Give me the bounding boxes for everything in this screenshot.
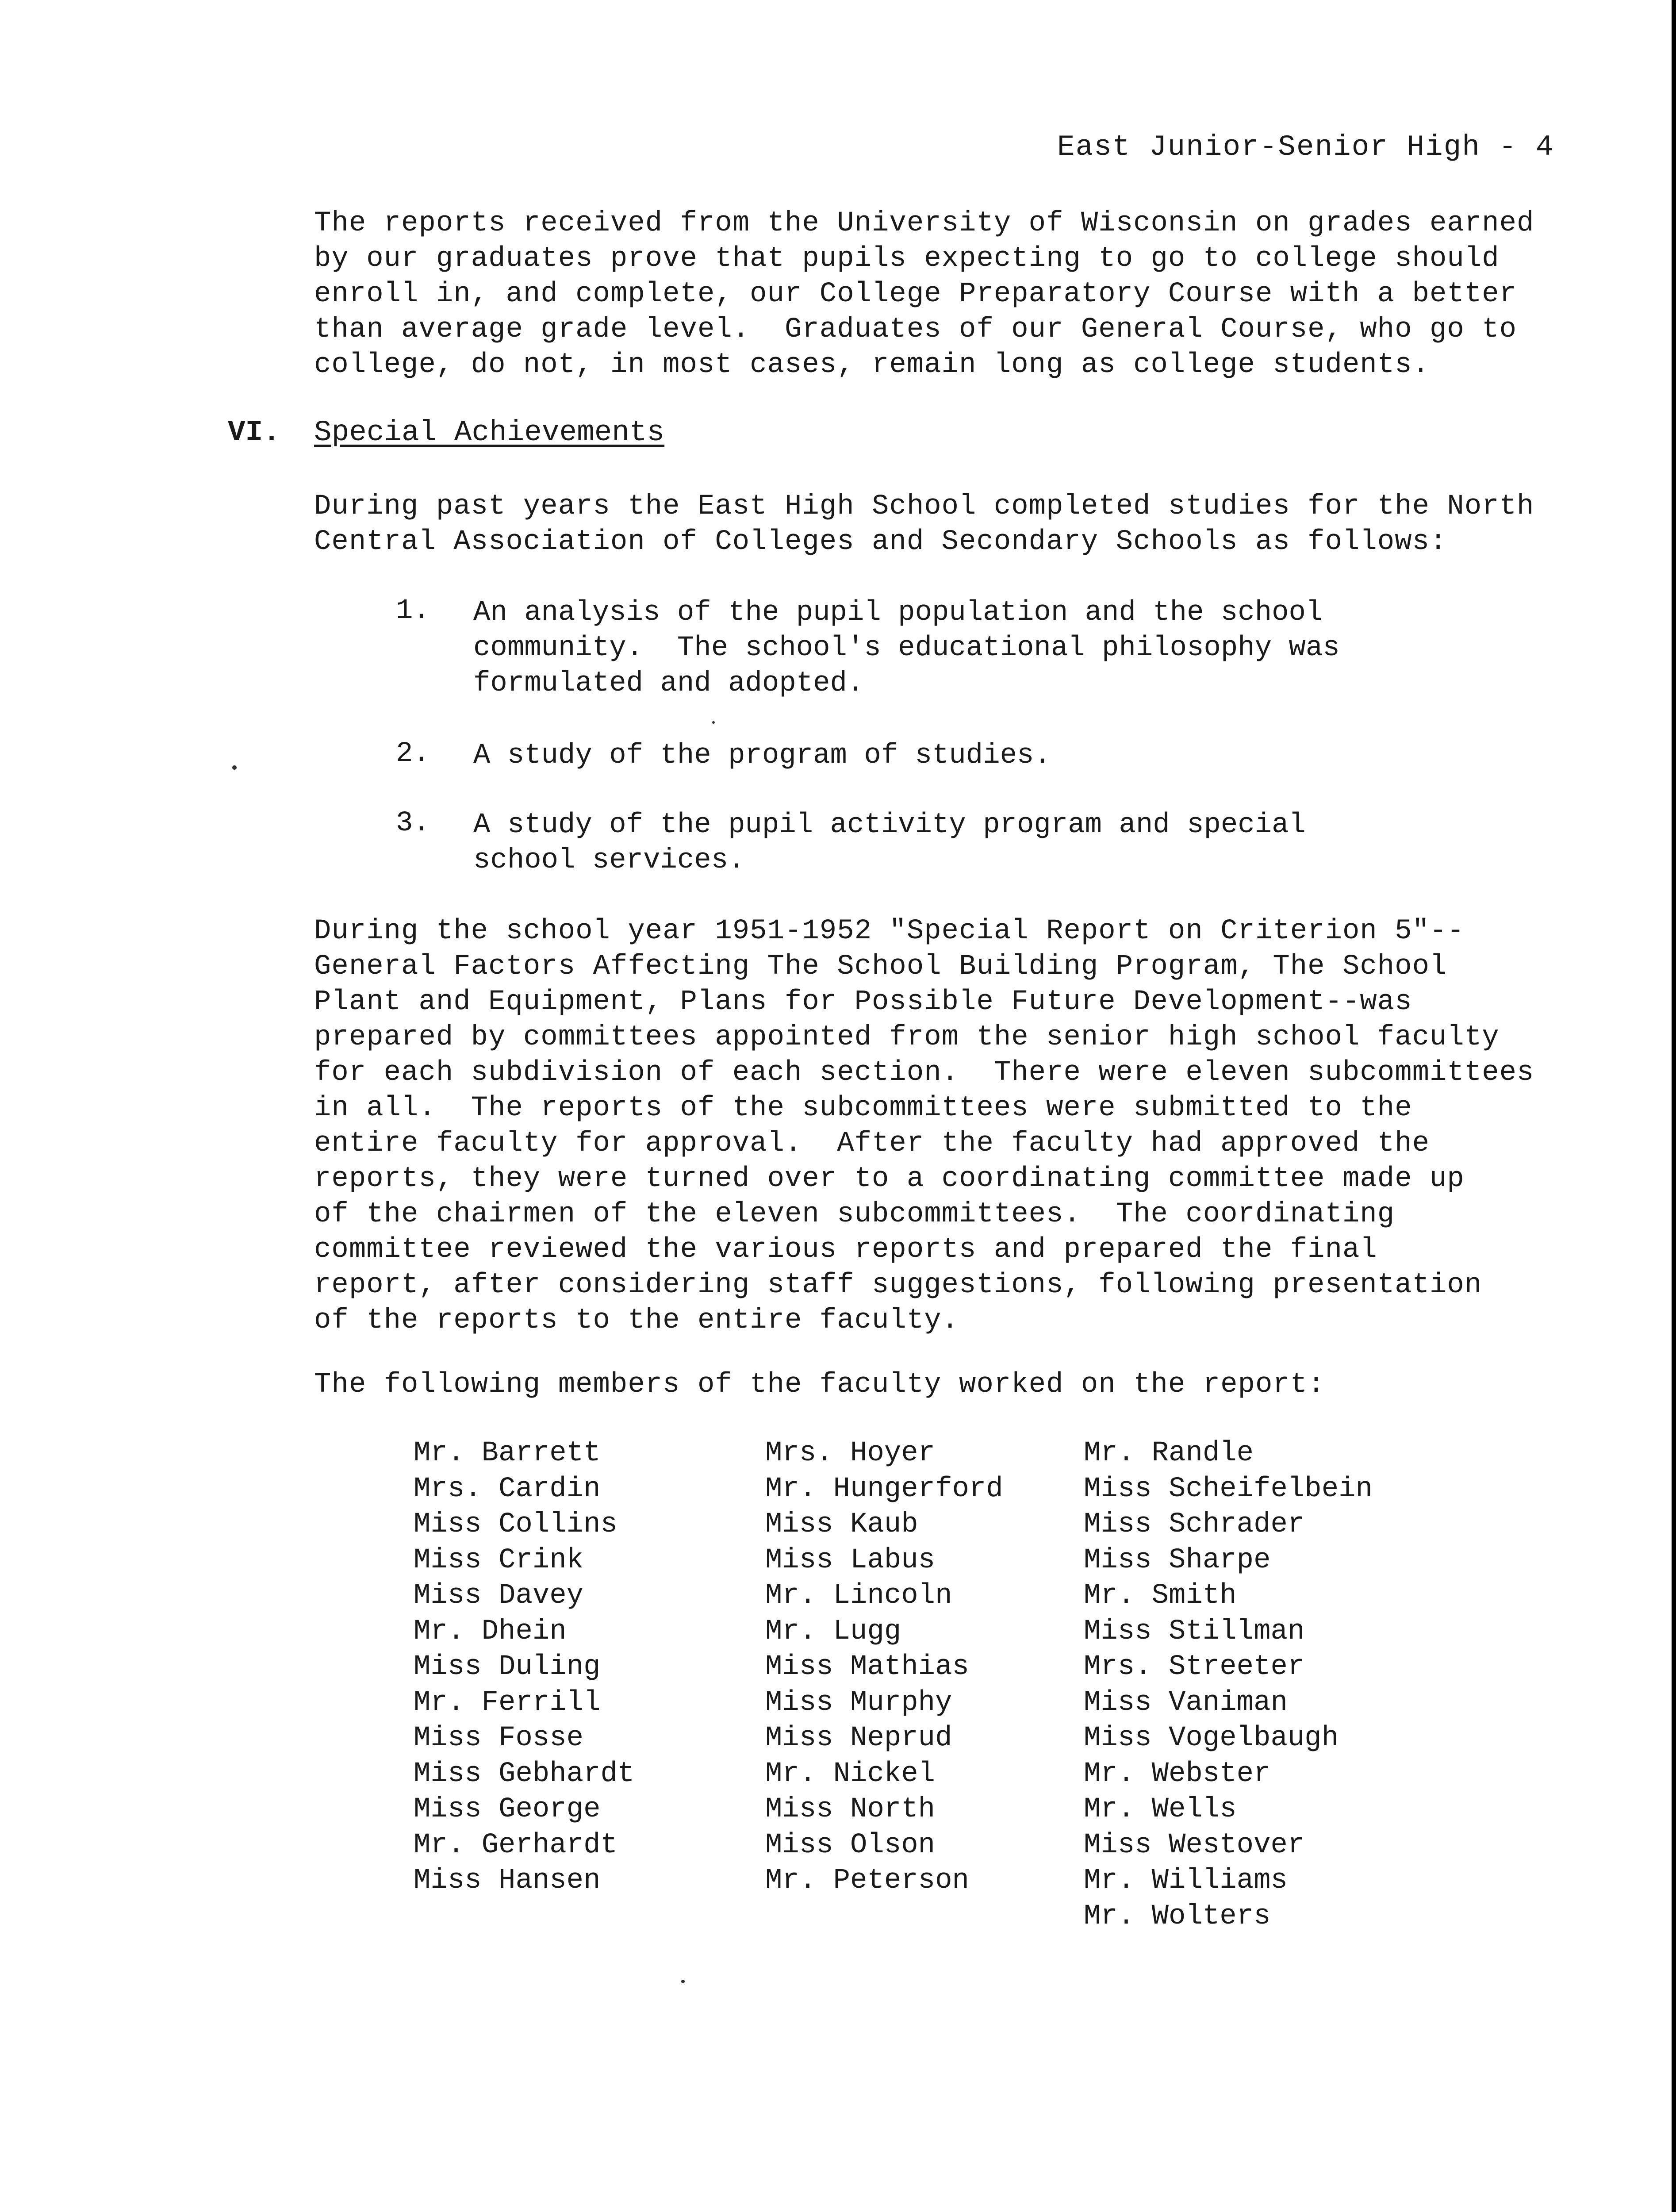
study-number: 1. <box>396 595 430 627</box>
member-name: Mr. Webster <box>1084 1758 1271 1790</box>
member-name: Miss Kaub <box>765 1509 918 1540</box>
member-name: Mr. Lugg <box>765 1615 901 1647</box>
member-name: Mr. Gerhardt <box>414 1829 617 1861</box>
member-name: Mrs. Hoyer <box>765 1437 936 1469</box>
intro-paragraph: The reports received from the University of Wisconsin on grades earned by our graduates prove that pupils expecting to go to college should enroll in, and complete, our College Preparatory Course with a better than average grade level. Graduates of our General Course, who go to college, do not, in most cases, remain long as college students. <box>314 207 1534 381</box>
study-number: 2. <box>396 738 430 770</box>
member-name: Miss Collins <box>414 1509 617 1540</box>
member-name: Mr. Wells <box>1084 1793 1237 1825</box>
member-name: Miss Schrader <box>1084 1509 1305 1540</box>
member-name: Miss Labus <box>765 1544 936 1576</box>
member-name: Miss Scheifelbein <box>1084 1473 1373 1505</box>
member-name: Mrs. Cardin <box>414 1473 601 1505</box>
member-name: Mr. Smith <box>1084 1580 1237 1612</box>
member-name: Miss Davey <box>414 1580 584 1612</box>
member-name: Miss North <box>765 1793 936 1825</box>
member-name: Miss Vaniman <box>1084 1686 1288 1719</box>
member-name: Miss Crink <box>414 1544 584 1576</box>
member-name: Mr. Wolters <box>1084 1900 1271 1932</box>
section-heading: Special Achievements <box>314 416 665 449</box>
study-text: A study of the pupil activity program and special school services. <box>473 809 1306 876</box>
member-name: Miss Murphy <box>765 1686 952 1719</box>
member-name: Mr. Ferrill <box>414 1686 601 1719</box>
member-name: Mr. Randle <box>1084 1437 1254 1469</box>
member-name: Mr. Lincoln <box>765 1580 952 1612</box>
members-column-2 <box>765 1436 1003 1899</box>
member-name: Miss Hansen <box>414 1865 601 1897</box>
member-name: Mrs. Streeter <box>1084 1651 1305 1683</box>
member-name: Miss Vogelbaugh <box>1084 1722 1339 1754</box>
member-name: Miss George <box>414 1793 601 1825</box>
member-name: Mr. Nickel <box>765 1758 936 1790</box>
scan-speck <box>681 1980 685 1983</box>
member-name: Miss Gebhardt <box>414 1758 635 1790</box>
study-text: A study of the program of studies. <box>473 740 1051 772</box>
member-name: Mr. Barrett <box>414 1437 601 1469</box>
members-column-3 <box>1084 1436 1373 1934</box>
member-name: Mr. Williams <box>1084 1865 1288 1897</box>
member-name: Mr. Hungerford <box>765 1473 1003 1505</box>
report-paragraph: During the school year 1951-1952 "Special Report on Criterion 5"-- General Factors Affecting The School Building Program, The School Plant and Equipment, Plans for Possible Future Development--was prepared by committees appointed from the senior high school faculty for each subdivision of each section. There were eleven subcommittees in all. The reports of the subcommittees were submitted to the entire faculty for approval. After the faculty had approved the reports, they were turned over to a coordinating committee made up of the chairmen of the eleven subcommittees. The coordinating committee reviewed the various reports and prepared the final report, after considering staff suggestions, following presentation of the reports to the entire faculty. <box>314 915 1534 1336</box>
members-column-1 <box>414 1436 634 1899</box>
members-intro: The following members of the faculty worked on the report: <box>314 1369 1325 1401</box>
member-name: Miss Olson <box>765 1829 936 1861</box>
section-lead-paragraph: During past years the East High School completed studies for the North Central Association of Colleges and Secondary Schools as follows: <box>314 491 1534 558</box>
member-name: Miss Neprud <box>765 1722 952 1754</box>
member-name: Miss Duling <box>414 1651 601 1683</box>
scan-speck <box>232 765 237 770</box>
member-name: Miss Stillman <box>1084 1615 1305 1647</box>
member-name: Miss Sharpe <box>1084 1544 1271 1576</box>
member-name: Miss Fosse <box>414 1722 584 1754</box>
running-header: East Junior-Senior High - 4 <box>1057 131 1554 164</box>
member-name: Mr. Peterson <box>765 1865 969 1897</box>
section-number: VI. <box>228 416 280 449</box>
member-name: Miss Westover <box>1084 1829 1305 1861</box>
member-name: Miss Mathias <box>765 1651 969 1683</box>
member-name: Mr. Dhein <box>414 1615 567 1647</box>
study-text: An analysis of the pupil population and the school community. The school's educational philosophy was formulated and adopted. <box>473 597 1340 699</box>
study-number: 3. <box>396 807 430 839</box>
scan-speck <box>712 721 715 724</box>
